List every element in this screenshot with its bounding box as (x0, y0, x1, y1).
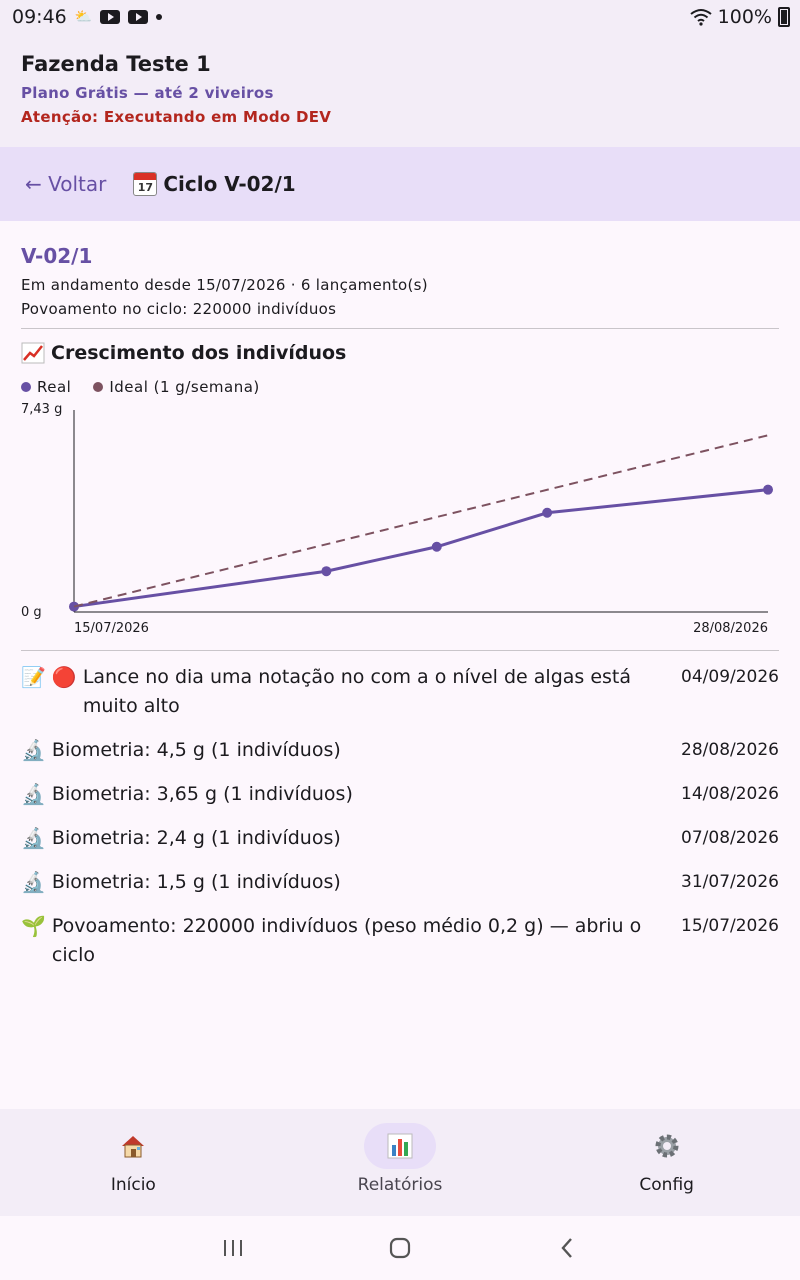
list-item-content (21, 780, 661, 809)
microscope-icon: 🔬 (21, 782, 46, 806)
legend-real (21, 378, 71, 396)
data-point-real (321, 566, 331, 576)
list-item[interactable] (21, 912, 779, 970)
cycle-stocking: Povoamento no ciclo: 220000 indivíduos (21, 300, 337, 318)
list-item-text: Lance no dia uma notação no com a o nível de algas está muito alto (82, 666, 632, 717)
house-icon (97, 1123, 169, 1169)
data-point-real (763, 485, 773, 495)
list-item-content (21, 663, 661, 721)
recent-apps-button[interactable] (213, 1233, 253, 1263)
chart-title (21, 342, 779, 364)
tab-relatorios[interactable] (267, 1109, 534, 1216)
list-item-text: Povoamento: 220000 indivíduos (peso médio 0,2 g) — abriu o ciclo (51, 915, 642, 966)
divider (21, 328, 779, 329)
list-item-text: Biometria: 2,4 g (1 indivíduos) (51, 827, 341, 849)
list-item-text: Biometria: 1,5 g (1 indivíduos) (51, 871, 341, 893)
list-item-text: Biometria: 4,5 g (1 indivíduos) (51, 739, 341, 761)
gear-icon (631, 1123, 703, 1169)
y-max-label: 7,43 g (21, 402, 63, 417)
tab-config[interactable] (533, 1109, 800, 1216)
system-navigation (0, 1216, 800, 1280)
list-item[interactable] (21, 780, 779, 809)
chart-legend (21, 378, 779, 396)
cycle-content (21, 221, 779, 985)
entries-list (21, 663, 779, 970)
status-bar (0, 0, 800, 34)
list-item[interactable] (21, 663, 779, 721)
legend-real-dot-icon (21, 382, 31, 392)
battery-icon (778, 7, 790, 27)
legend-ideal-label: Ideal (1 g/semana) (109, 378, 260, 396)
chart-title-text: Crescimento dos indivíduos (51, 342, 347, 364)
y-min-label: 0 g (21, 605, 42, 620)
list-item-content (21, 736, 661, 765)
status-time: 09:46 (12, 6, 67, 28)
youtube-icon (128, 10, 148, 24)
legend-ideal-dot-icon (93, 382, 103, 392)
microscope-icon: 🔬 (21, 826, 46, 850)
tab-config-label: Config (639, 1175, 694, 1195)
page-title-text: Ciclo V-02/1 (163, 172, 296, 196)
bottom-navigation (0, 1109, 800, 1216)
back-button[interactable]: ← Voltar (25, 172, 107, 196)
cycle-nav-bar (0, 147, 800, 221)
battery-percent: 100% (717, 6, 772, 28)
red-circle-icon: 🔴 (51, 665, 77, 689)
growth-chart (21, 402, 779, 650)
series-line-ideal (74, 435, 768, 606)
tab-inicio[interactable] (0, 1109, 267, 1216)
app-header (0, 34, 800, 147)
x-end-label: 28/08/2026 (693, 621, 768, 636)
list-item-date: 28/08/2026 (681, 740, 779, 760)
x-start-label: 15/07/2026 (74, 621, 149, 636)
weather-icon: ⛅ (74, 9, 93, 25)
data-point-real (432, 542, 442, 552)
bar-chart-icon (364, 1123, 436, 1169)
list-item-date: 14/08/2026 (681, 784, 779, 804)
tab-relatorios-label: Relatórios (357, 1175, 443, 1195)
legend-real-label: Real (37, 378, 72, 396)
cycle-code: V-02/1 (21, 244, 93, 268)
list-item-text: Biometria: 3,65 g (1 indivíduos) (51, 783, 353, 805)
notification-dot-icon (156, 14, 162, 20)
plan-info: Plano Grátis — até 2 viveiros (21, 84, 274, 102)
calendar-icon: 17 (133, 172, 157, 196)
list-item[interactable] (21, 824, 779, 853)
growth-chart-svg (21, 402, 779, 650)
chart-increasing-icon (21, 342, 45, 364)
microscope-icon: 🔬 (21, 738, 46, 762)
list-item-date: 04/09/2026 (681, 667, 779, 687)
list-item[interactable] (21, 868, 779, 897)
legend-ideal (93, 378, 259, 396)
series-line-real (74, 490, 768, 607)
data-point-real (542, 508, 552, 518)
list-item-date: 07/08/2026 (681, 828, 779, 848)
list-item-date: 15/07/2026 (681, 916, 779, 936)
home-button[interactable] (380, 1233, 420, 1263)
youtube-icon (100, 10, 120, 24)
farm-name: Fazenda Teste 1 (21, 52, 211, 76)
seedling-icon: 🌱 (21, 914, 46, 938)
divider (21, 650, 779, 651)
page-title (133, 172, 295, 196)
list-item-content (21, 912, 661, 970)
wifi-icon (690, 8, 712, 26)
back-nav-button[interactable] (547, 1233, 587, 1263)
dev-mode-warning: Atenção: Executando em Modo DEV (21, 108, 332, 126)
microscope-icon: 🔬 (21, 870, 46, 894)
tab-inicio-label: Início (110, 1175, 156, 1195)
cycle-status: Em andamento desde 15/07/2026 · 6 lançamento(s) (21, 276, 428, 294)
list-item[interactable] (21, 736, 779, 765)
list-item-content (21, 868, 661, 897)
list-item-date: 31/07/2026 (681, 872, 779, 892)
memo-icon: 📝 (21, 665, 46, 689)
list-item-content (21, 824, 661, 853)
